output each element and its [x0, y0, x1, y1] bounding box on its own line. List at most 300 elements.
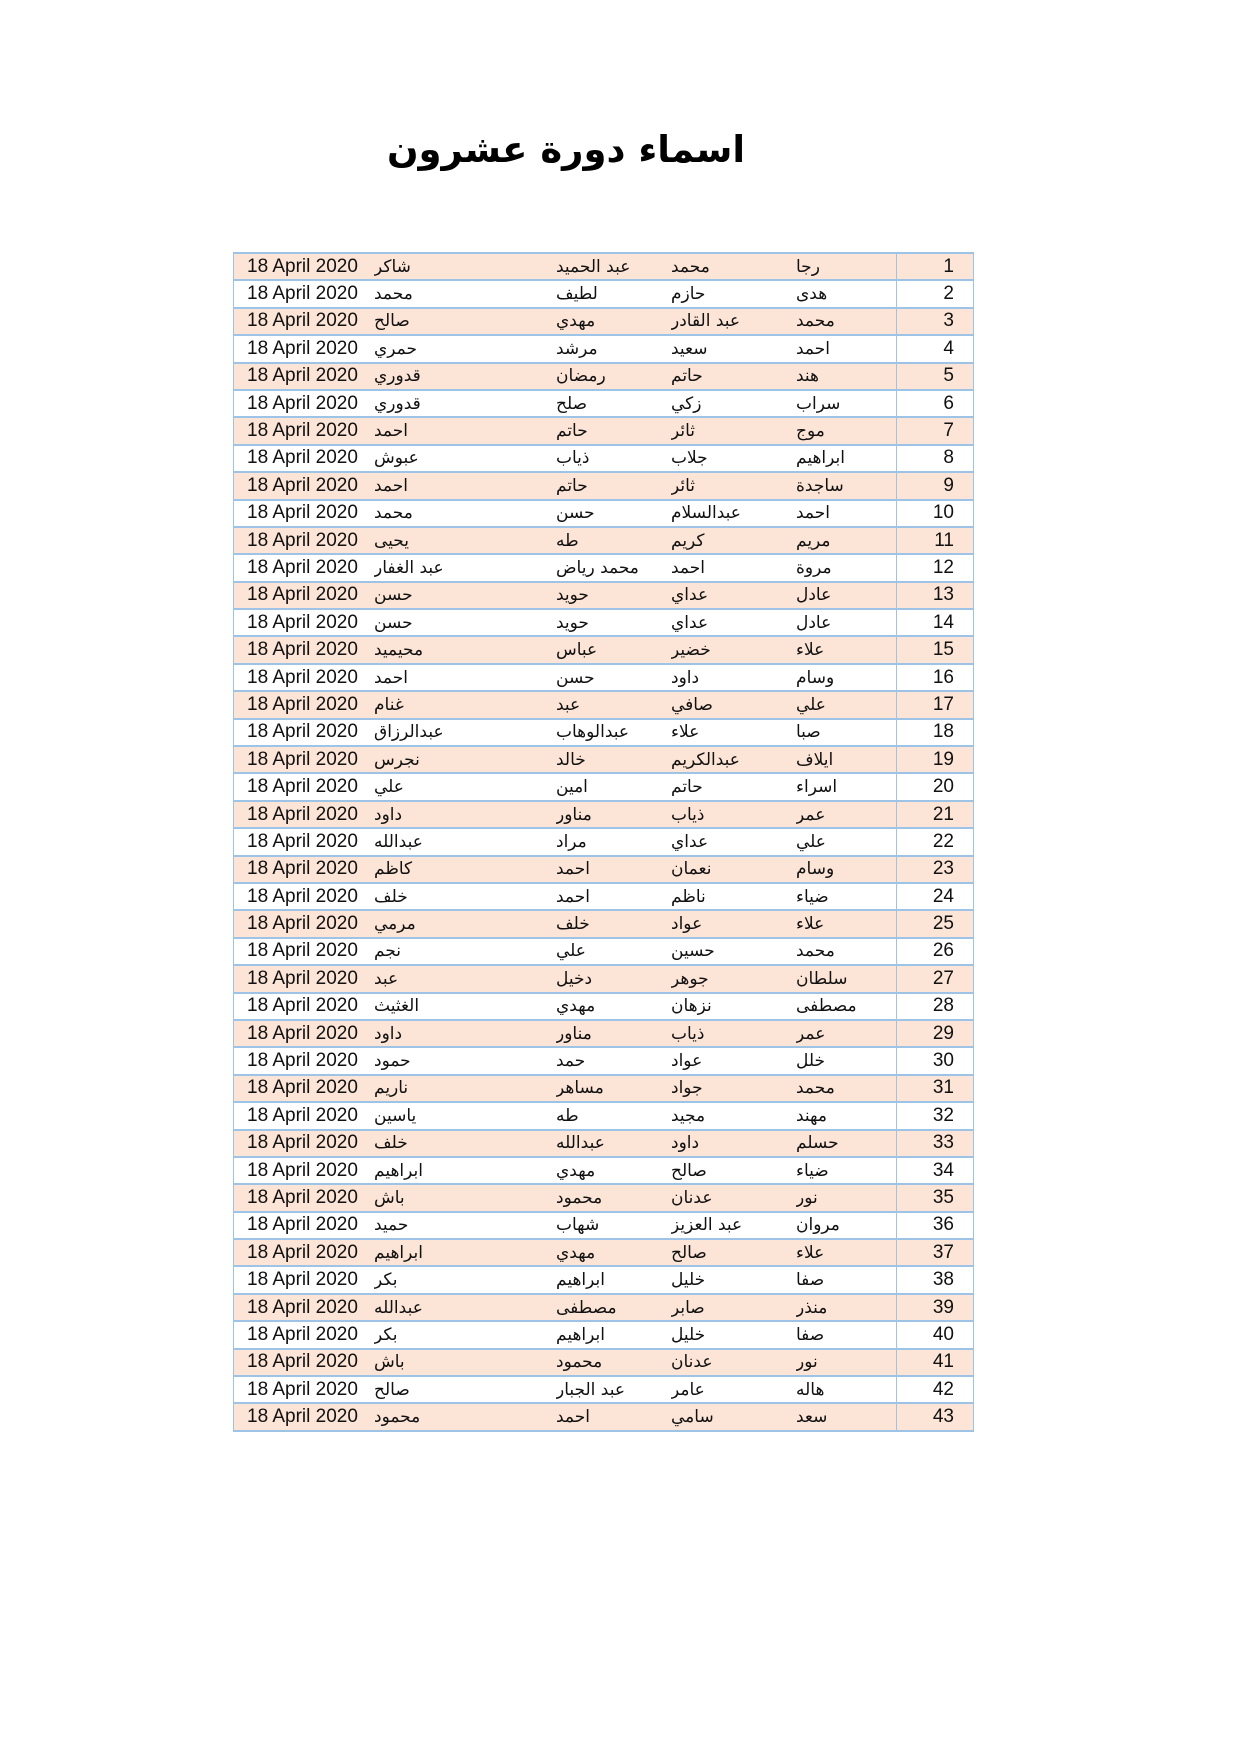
cell-first-name: خلل — [796, 1051, 826, 1072]
cell-third-name: مراد — [556, 831, 587, 852]
cell-date: 18 April 2020 — [247, 1159, 358, 1181]
cell-third-name: احمد — [556, 886, 590, 907]
cell-first-name: علاء — [796, 640, 825, 661]
cell-fourth-name: باش — [374, 1352, 405, 1373]
cell-third-name: خالد — [556, 749, 586, 770]
cell-first-name: منذر — [796, 1297, 828, 1318]
cell-third-name: ابراهيم — [556, 1324, 605, 1345]
cell-date: 18 April 2020 — [247, 1241, 358, 1263]
cell-second-name: صالح — [671, 1242, 707, 1263]
page-title: اسماء دورة عشرون — [386, 128, 746, 171]
cell-row-number: 24 — [896, 884, 973, 909]
table-row — [234, 1322, 973, 1349]
cell-third-name: ابراهيم — [556, 1270, 605, 1291]
cell-second-name: سامي — [671, 1407, 714, 1428]
cell-third-name: ذياب — [556, 448, 590, 469]
cell-third-name: مهدي — [556, 1160, 596, 1181]
cell-row-number: 16 — [896, 665, 973, 690]
cell-first-name: احمد — [796, 338, 830, 359]
cell-third-name: خلف — [556, 914, 590, 935]
cell-first-name: هند — [796, 366, 820, 387]
cell-date: 18 April 2020 — [247, 474, 358, 496]
cell-fourth-name: شاكر — [374, 256, 411, 277]
cell-second-name: زكي — [671, 393, 702, 414]
cell-row-number: 8 — [896, 446, 973, 471]
cell-fourth-name: قدوري — [374, 366, 421, 387]
cell-second-name: جلاب — [671, 448, 708, 469]
cell-row-number: 30 — [896, 1048, 973, 1073]
cell-date: 18 April 2020 — [247, 1132, 358, 1154]
cell-second-name: داود — [671, 667, 700, 688]
cell-date: 18 April 2020 — [247, 1323, 358, 1345]
cell-third-name: محمد رياض — [556, 557, 639, 578]
cell-row-number: 12 — [896, 555, 973, 580]
cell-date: 18 April 2020 — [247, 1378, 358, 1400]
cell-row-number: 25 — [896, 911, 973, 936]
cell-second-name: ذياب — [671, 804, 705, 825]
cell-date: 18 April 2020 — [247, 639, 358, 661]
cell-first-name: نور — [796, 1352, 818, 1373]
table-row — [234, 1131, 973, 1158]
cell-fourth-name: محيميد — [374, 640, 424, 661]
table-row — [234, 610, 973, 637]
table-row — [234, 720, 973, 747]
cell-third-name: شهاب — [556, 1215, 600, 1236]
cell-first-name: صبا — [796, 722, 821, 743]
cell-third-name: طه — [556, 530, 579, 551]
cell-fourth-name: عبد الغفار — [374, 557, 444, 578]
cell-row-number: 29 — [896, 1021, 973, 1046]
cell-date: 18 April 2020 — [247, 885, 358, 907]
table-row — [234, 336, 973, 363]
cell-second-name: ثائر — [671, 421, 696, 442]
cell-third-name: حسن — [556, 667, 595, 688]
cell-date: 18 April 2020 — [247, 1296, 358, 1318]
table-row — [234, 1377, 973, 1404]
cell-first-name: محمد — [796, 941, 835, 962]
cell-third-name: مصطفى — [556, 1297, 617, 1318]
cell-date: 18 April 2020 — [247, 584, 358, 606]
cell-first-name: رجا — [796, 256, 820, 277]
cell-first-name: محمد — [796, 1078, 835, 1099]
cell-second-name: نزهان — [671, 996, 712, 1017]
table-row — [234, 994, 973, 1021]
cell-third-name: مناور — [556, 1023, 592, 1044]
cell-date: 18 April 2020 — [247, 830, 358, 852]
cell-second-name: حاتم — [671, 777, 703, 798]
cell-second-name: عبد القادر — [671, 311, 741, 332]
cell-fourth-name: خلف — [374, 886, 408, 907]
table-row — [234, 1267, 973, 1294]
cell-second-name: سعيد — [671, 338, 708, 359]
cell-date: 18 April 2020 — [247, 283, 358, 305]
cell-third-name: لطيف — [556, 284, 598, 305]
table-row — [234, 555, 973, 582]
table-row — [234, 939, 973, 966]
cell-date: 18 April 2020 — [247, 967, 358, 989]
cell-first-name: ساجدة — [796, 475, 844, 496]
cell-third-name: حاتم — [556, 421, 588, 442]
cell-date: 18 April 2020 — [247, 995, 358, 1017]
cell-third-name: حويد — [556, 612, 589, 633]
cell-first-name: محمد — [796, 311, 835, 332]
cell-fourth-name: عبد — [374, 968, 399, 989]
cell-third-name: عبد الجبار — [556, 1379, 625, 1400]
cell-fourth-name: محمود — [374, 1407, 421, 1428]
cell-second-name: حاتم — [671, 366, 703, 387]
cell-third-name: مهدي — [556, 1242, 596, 1263]
cell-second-name: ذياب — [671, 1023, 705, 1044]
cell-second-name: حسين — [671, 941, 715, 962]
cell-date: 18 April 2020 — [247, 1077, 358, 1099]
cell-row-number: 19 — [896, 747, 973, 772]
cell-third-name: محمود — [556, 1352, 603, 1373]
table-row — [234, 829, 973, 856]
table-row — [234, 1350, 973, 1377]
cell-row-number: 28 — [896, 994, 973, 1019]
cell-first-name: وسام — [796, 859, 835, 880]
table-row — [234, 1048, 973, 1075]
names-table — [233, 252, 974, 1432]
cell-date: 18 April 2020 — [247, 776, 358, 798]
cell-row-number: 32 — [896, 1103, 973, 1128]
table-row — [234, 391, 973, 418]
table-row — [234, 774, 973, 801]
cell-first-name: ضياء — [796, 886, 829, 907]
cell-row-number: 5 — [896, 364, 973, 389]
cell-fourth-name: بكر — [374, 1324, 398, 1345]
cell-fourth-name: غنام — [374, 694, 404, 715]
table-row — [234, 583, 973, 610]
cell-row-number: 39 — [896, 1295, 973, 1320]
cell-third-name: حمد — [556, 1051, 586, 1072]
cell-first-name: عادل — [796, 612, 832, 633]
table-row — [234, 665, 973, 692]
table-row — [234, 364, 973, 391]
cell-second-name: عبدالسلام — [671, 503, 741, 524]
cell-second-name: ناظم — [671, 886, 706, 907]
cell-fourth-name: عبدالرزاق — [374, 722, 444, 743]
table-row — [234, 446, 973, 473]
cell-first-name: ايلاف — [796, 749, 834, 770]
cell-row-number: 20 — [896, 774, 973, 799]
cell-second-name: صالح — [671, 1160, 707, 1181]
table-row — [234, 692, 973, 719]
cell-third-name: حسن — [556, 503, 595, 524]
cell-row-number: 21 — [896, 802, 973, 827]
table-row — [234, 637, 973, 664]
cell-third-name: علي — [556, 941, 586, 962]
cell-date: 18 April 2020 — [247, 1351, 358, 1373]
table-row — [234, 1213, 973, 1240]
cell-first-name: مروة — [796, 557, 832, 578]
cell-third-name: حاتم — [556, 475, 588, 496]
cell-first-name: مروان — [796, 1215, 840, 1236]
cell-date: 18 April 2020 — [247, 666, 358, 688]
cell-first-name: عمر — [796, 1023, 826, 1044]
cell-third-name: احمد — [556, 1407, 590, 1428]
cell-second-name: نعمان — [671, 859, 712, 880]
cell-fourth-name: صالح — [374, 311, 410, 332]
cell-row-number: 31 — [896, 1076, 973, 1101]
cell-date: 18 April 2020 — [247, 310, 358, 332]
cell-fourth-name: محمد — [374, 503, 413, 524]
cell-second-name: داود — [671, 1133, 700, 1154]
cell-row-number: 43 — [896, 1404, 973, 1429]
cell-date: 18 April 2020 — [247, 748, 358, 770]
cell-first-name: عادل — [796, 585, 832, 606]
cell-date: 18 April 2020 — [247, 447, 358, 469]
cell-row-number: 23 — [896, 857, 973, 882]
table-row — [234, 911, 973, 938]
cell-fourth-name: عبدالله — [374, 1297, 423, 1318]
cell-date: 18 April 2020 — [247, 420, 358, 442]
cell-second-name: عامر — [671, 1379, 705, 1400]
cell-third-name: رمضان — [556, 366, 606, 387]
cell-first-name: مهند — [796, 1105, 827, 1126]
cell-fourth-name: نجم — [374, 941, 402, 962]
cell-row-number: 18 — [896, 720, 973, 745]
cell-fourth-name: مرمي — [374, 914, 416, 935]
cell-row-number: 34 — [896, 1158, 973, 1183]
cell-date: 18 April 2020 — [247, 1406, 358, 1428]
cell-first-name: علاء — [796, 914, 825, 935]
cell-row-number: 7 — [896, 418, 973, 443]
cell-third-name: صلح — [556, 393, 588, 414]
cell-fourth-name: حسن — [374, 585, 413, 606]
cell-third-name: عبد الحميد — [556, 256, 631, 277]
cell-fourth-name: نجرس — [374, 749, 420, 770]
cell-second-name: علاء — [671, 722, 700, 743]
cell-row-number: 3 — [896, 309, 973, 334]
cell-third-name: امين — [556, 777, 588, 798]
table-row — [234, 254, 973, 281]
cell-fourth-name: احمد — [374, 667, 408, 688]
cell-row-number: 11 — [896, 528, 973, 553]
cell-fourth-name: حمود — [374, 1051, 411, 1072]
cell-row-number: 40 — [896, 1322, 973, 1347]
cell-fourth-name: حسن — [374, 612, 413, 633]
table-row — [234, 802, 973, 829]
cell-fourth-name: صالح — [374, 1379, 410, 1400]
cell-third-name: عبدالوهاب — [556, 722, 630, 743]
table-row — [234, 1158, 973, 1185]
cell-second-name: عبد العزيز — [671, 1215, 743, 1236]
cell-second-name: حازم — [671, 284, 706, 305]
cell-fourth-name: عبوش — [374, 448, 419, 469]
cell-first-name: مريم — [796, 530, 831, 551]
cell-second-name: خليل — [671, 1324, 706, 1345]
cell-first-name: علاء — [796, 1242, 825, 1263]
cell-third-name: مهدي — [556, 996, 596, 1017]
cell-second-name: خضير — [671, 640, 711, 661]
cell-row-number: 41 — [896, 1350, 973, 1375]
cell-third-name: دخيل — [556, 968, 593, 989]
cell-first-name: سراب — [796, 393, 841, 414]
cell-second-name: عداي — [671, 585, 709, 606]
cell-fourth-name: داود — [374, 1023, 403, 1044]
cell-first-name: عمر — [796, 804, 826, 825]
cell-date: 18 April 2020 — [247, 611, 358, 633]
cell-second-name: مجيد — [671, 1105, 706, 1126]
cell-fourth-name: ابراهيم — [374, 1242, 423, 1263]
cell-first-name: هدى — [796, 284, 828, 305]
cell-third-name: عبد — [556, 694, 581, 715]
table-row — [234, 857, 973, 884]
cell-fourth-name: كاظم — [374, 859, 413, 880]
cell-fourth-name: حمري — [374, 338, 418, 359]
cell-third-name: مرشد — [556, 338, 598, 359]
cell-row-number: 26 — [896, 939, 973, 964]
cell-fourth-name: داود — [374, 804, 403, 825]
cell-row-number: 10 — [896, 501, 973, 526]
table-row — [234, 309, 973, 336]
table-row — [234, 966, 973, 993]
cell-date: 18 April 2020 — [247, 803, 358, 825]
cell-row-number: 15 — [896, 637, 973, 662]
cell-fourth-name: عبدالله — [374, 831, 423, 852]
cell-first-name: سعد — [796, 1407, 828, 1428]
cell-row-number: 13 — [896, 583, 973, 608]
cell-row-number: 4 — [896, 336, 973, 361]
cell-first-name: احمد — [796, 503, 830, 524]
cell-first-name: علي — [796, 831, 826, 852]
cell-row-number: 36 — [896, 1213, 973, 1238]
table-row — [234, 747, 973, 774]
table-row — [234, 884, 973, 911]
cell-date: 18 April 2020 — [247, 721, 358, 743]
cell-fourth-name: علي — [374, 777, 404, 798]
cell-third-name: مهدي — [556, 311, 596, 332]
cell-second-name: ثائر — [671, 475, 696, 496]
table-row — [234, 1185, 973, 1212]
cell-second-name: احمد — [671, 557, 705, 578]
cell-row-number: 33 — [896, 1131, 973, 1156]
cell-third-name: مساهر — [556, 1078, 604, 1099]
cell-date: 18 April 2020 — [247, 913, 358, 935]
cell-second-name: كريم — [671, 530, 705, 551]
cell-row-number: 9 — [896, 473, 973, 498]
cell-third-name: حويد — [556, 585, 589, 606]
cell-second-name: جوهر — [671, 968, 709, 989]
cell-fourth-name: محمد — [374, 284, 413, 305]
cell-date: 18 April 2020 — [247, 255, 358, 277]
table-row — [234, 281, 973, 308]
cell-second-name: عداي — [671, 831, 709, 852]
cell-first-name: نور — [796, 1187, 818, 1208]
cell-row-number: 42 — [896, 1377, 973, 1402]
cell-first-name: موج — [796, 421, 825, 442]
cell-first-name: صفا — [796, 1270, 825, 1291]
cell-third-name: عباس — [556, 640, 598, 661]
cell-fourth-name: ياسين — [374, 1105, 417, 1126]
cell-third-name: احمد — [556, 859, 590, 880]
cell-row-number: 37 — [896, 1240, 973, 1265]
cell-second-name: عواد — [671, 1051, 703, 1072]
table-row — [234, 501, 973, 528]
cell-third-name: محمود — [556, 1187, 603, 1208]
cell-row-number: 17 — [896, 692, 973, 717]
cell-third-name: مناور — [556, 804, 592, 825]
cell-date: 18 April 2020 — [247, 1104, 358, 1126]
table-row — [234, 1295, 973, 1322]
cell-fourth-name: يحيى — [374, 530, 410, 551]
cell-first-name: علي — [796, 694, 826, 715]
cell-fourth-name: الغثيث — [374, 996, 420, 1017]
cell-row-number: 38 — [896, 1267, 973, 1292]
cell-first-name: مصطفى — [796, 996, 857, 1017]
cell-first-name: سلطان — [796, 968, 848, 989]
cell-date: 18 April 2020 — [247, 858, 358, 880]
table-row — [234, 1404, 973, 1431]
cell-second-name: عبدالكريم — [671, 749, 740, 770]
cell-second-name: صابر — [671, 1297, 705, 1318]
cell-date: 18 April 2020 — [247, 940, 358, 962]
cell-fourth-name: قدوري — [374, 393, 421, 414]
cell-first-name: صفا — [796, 1324, 825, 1345]
cell-second-name: عواد — [671, 914, 703, 935]
cell-date: 18 April 2020 — [247, 1214, 358, 1236]
cell-date: 18 April 2020 — [247, 365, 358, 387]
cell-row-number: 35 — [896, 1185, 973, 1210]
table-row — [234, 1021, 973, 1048]
cell-fourth-name: ابراهيم — [374, 1160, 423, 1181]
cell-second-name: خليل — [671, 1270, 706, 1291]
table-row — [234, 418, 973, 445]
cell-fourth-name: بكر — [374, 1270, 398, 1291]
table-row — [234, 1240, 973, 1267]
table-row — [234, 473, 973, 500]
cell-third-name: طه — [556, 1105, 579, 1126]
cell-row-number: 1 — [896, 254, 973, 279]
cell-date: 18 April 2020 — [247, 1269, 358, 1291]
cell-first-name: وسام — [796, 667, 835, 688]
cell-fourth-name: احمد — [374, 475, 408, 496]
cell-third-name: عبدالله — [556, 1133, 605, 1154]
cell-first-name: ضياء — [796, 1160, 829, 1181]
cell-first-name: حسلم — [796, 1133, 839, 1154]
cell-date: 18 April 2020 — [247, 337, 358, 359]
cell-second-name: جواد — [671, 1078, 703, 1099]
cell-row-number: 2 — [896, 281, 973, 306]
cell-date: 18 April 2020 — [247, 1022, 358, 1044]
cell-first-name: اسراء — [796, 777, 838, 798]
cell-second-name: صافي — [671, 694, 713, 715]
table-row — [234, 1076, 973, 1103]
cell-row-number: 22 — [896, 829, 973, 854]
cell-second-name: عدنان — [671, 1352, 713, 1373]
cell-second-name: محمد — [671, 256, 710, 277]
table-row — [234, 528, 973, 555]
cell-date: 18 April 2020 — [247, 529, 358, 551]
cell-fourth-name: حميد — [374, 1215, 409, 1236]
cell-first-name: هاله — [796, 1379, 825, 1400]
cell-date: 18 April 2020 — [247, 502, 358, 524]
cell-fourth-name: ناريم — [374, 1078, 409, 1099]
cell-row-number: 6 — [896, 391, 973, 416]
table-row — [234, 1103, 973, 1130]
cell-date: 18 April 2020 — [247, 1050, 358, 1072]
cell-date: 18 April 2020 — [247, 693, 358, 715]
cell-first-name: ابراهيم — [796, 448, 845, 469]
cell-fourth-name: احمد — [374, 421, 408, 442]
cell-date: 18 April 2020 — [247, 1186, 358, 1208]
cell-second-name: عدنان — [671, 1187, 713, 1208]
cell-row-number: 27 — [896, 966, 973, 991]
cell-date: 18 April 2020 — [247, 556, 358, 578]
cell-second-name: عداي — [671, 612, 709, 633]
cell-row-number: 14 — [896, 610, 973, 635]
